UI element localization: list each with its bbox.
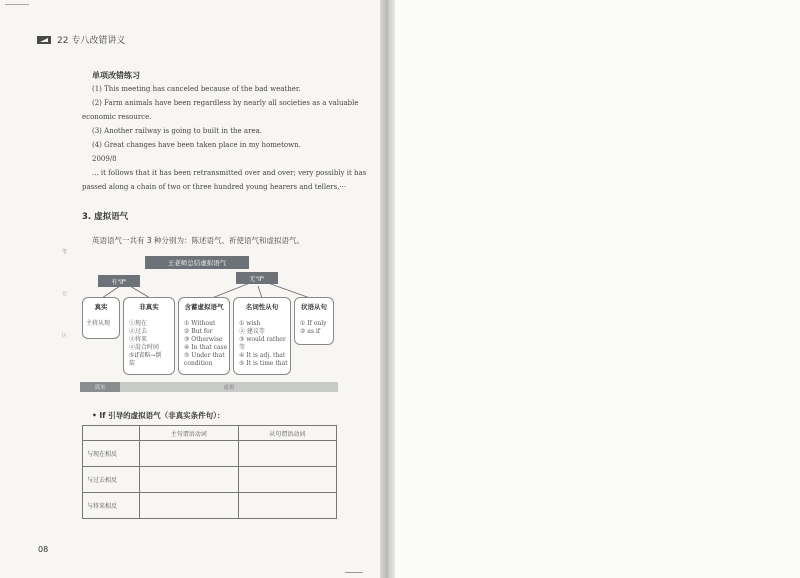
section-title: 3. 虚拟语气 <box>82 212 129 222</box>
box-item: ⑤if省略→倒 <box>129 352 162 359</box>
box-items <box>239 320 287 368</box>
box-item: ⑤ It is time that <box>239 360 288 367</box>
box-item: ①现在 <box>129 320 148 327</box>
box-items <box>86 320 116 328</box>
table-cell <box>140 441 239 467</box>
tag-without-if: 无"if" <box>236 272 278 284</box>
box-item: ① Without <box>184 320 216 327</box>
table-header-cell <box>83 426 140 441</box>
box-item: ⑤ Under that <box>184 352 225 359</box>
exercise-line: ... it follows that it has been retransmitted over and over; very possibly it has <box>92 169 367 177</box>
box-item: ②过去 <box>129 328 148 335</box>
header-title: 22 专八改错讲义 <box>57 36 126 46</box>
conditional-table <box>82 425 337 519</box>
table-cell <box>238 467 337 493</box>
scale-label-real: 真实 <box>80 382 120 392</box>
box-item: ④混合时间 <box>129 344 160 351</box>
box-item: ③ Otherwise <box>184 336 223 343</box>
reality-scale-bar <box>80 382 338 392</box>
exercise-line: (2) Farm animals have been regardless by nearly all societies as a valuable <box>92 99 359 107</box>
box-item: ① If only <box>300 320 327 327</box>
box-implied-subjunctive <box>178 297 230 375</box>
box-item: ④ It is adj. that <box>239 352 286 359</box>
page-header <box>37 33 125 46</box>
right-page-blank <box>395 0 800 578</box>
margin-mark: 区 <box>62 333 68 339</box>
box-title: 状语从句 <box>301 303 327 311</box>
box-item: ④ In that case <box>184 344 228 351</box>
box-item: ③ would rather <box>239 336 286 343</box>
box-unreal <box>123 297 175 375</box>
table-row <box>83 493 337 519</box>
table-row-label: 与现在相反 <box>83 441 140 467</box>
box-title: 非真实 <box>139 303 159 311</box>
table-header-cell: 主句谓语动词 <box>140 426 239 441</box>
box-item: ③将来 <box>129 336 148 343</box>
table-row-label: 与将来相反 <box>83 493 140 519</box>
tag-with-if: 有"if" <box>98 275 140 287</box>
scale-label-unreal: 虚拟 <box>223 385 235 391</box>
table-row <box>83 467 337 493</box>
exercise-line: (3) Another railway is going to built in the area. <box>92 127 262 135</box>
box-item: 等 <box>239 344 246 351</box>
box-item: ② 建议等 <box>239 328 265 335</box>
table-cell <box>140 467 239 493</box>
table-header-cell: 从句谓语动词 <box>238 426 337 441</box>
exercise-line: (1) This meeting has canceled because of the bad weather. <box>92 85 301 93</box>
table-cell <box>140 493 239 519</box>
diagram-banner: 王老师总结虚拟语气 <box>145 256 249 269</box>
box-item: ① wish <box>239 320 261 327</box>
page-number: 08 <box>38 545 49 554</box>
box-item: ② as if <box>300 328 320 335</box>
box-title: 含蓄虚拟语气 <box>184 303 224 311</box>
exercise-title: 单项改错练习 <box>92 71 140 80</box>
exercise-line: 2009/8 <box>92 155 117 163</box>
box-adverbial-clause <box>294 297 334 345</box>
margin-mark: 笔 <box>62 249 68 255</box>
box-items <box>129 320 171 368</box>
section-intro: 英语语气一共有 3 种分别为：陈述语气、祈使语气和虚拟语气。 <box>92 236 305 245</box>
table-section-title: • If 引导的虚拟语气（非真实条件句）： <box>92 411 225 420</box>
box-item: 主将从现 <box>86 320 111 327</box>
table-row-label: 与过去相反 <box>83 467 140 493</box>
table-header-row <box>83 426 337 441</box>
exercise-line: economic resource. <box>82 113 152 121</box>
box-noun-clause <box>233 297 291 375</box>
bottom-rule <box>345 572 363 573</box>
table-cell <box>238 493 337 519</box>
box-item: ② But for <box>184 328 213 335</box>
box-title: 真实 <box>94 303 108 311</box>
box-items <box>300 320 330 336</box>
table-cell <box>238 441 337 467</box>
exercise-line: (4) Great changes have been taken place in my hometown. <box>92 141 301 149</box>
box-item: condition <box>184 360 213 367</box>
exercise-line: passed along a chain of two or three hundred young hearers and tellers,··· <box>82 183 347 191</box>
table-row <box>83 441 337 467</box>
margin-mark: 记 <box>62 291 68 297</box>
box-real <box>82 297 120 339</box>
top-rule <box>5 4 29 5</box>
box-title: 名词性从句 <box>245 303 279 311</box>
book-gutter <box>380 0 396 578</box>
chapter-marker-icon <box>37 36 51 44</box>
box-item: 装 <box>129 360 136 367</box>
box-items <box>184 320 226 368</box>
